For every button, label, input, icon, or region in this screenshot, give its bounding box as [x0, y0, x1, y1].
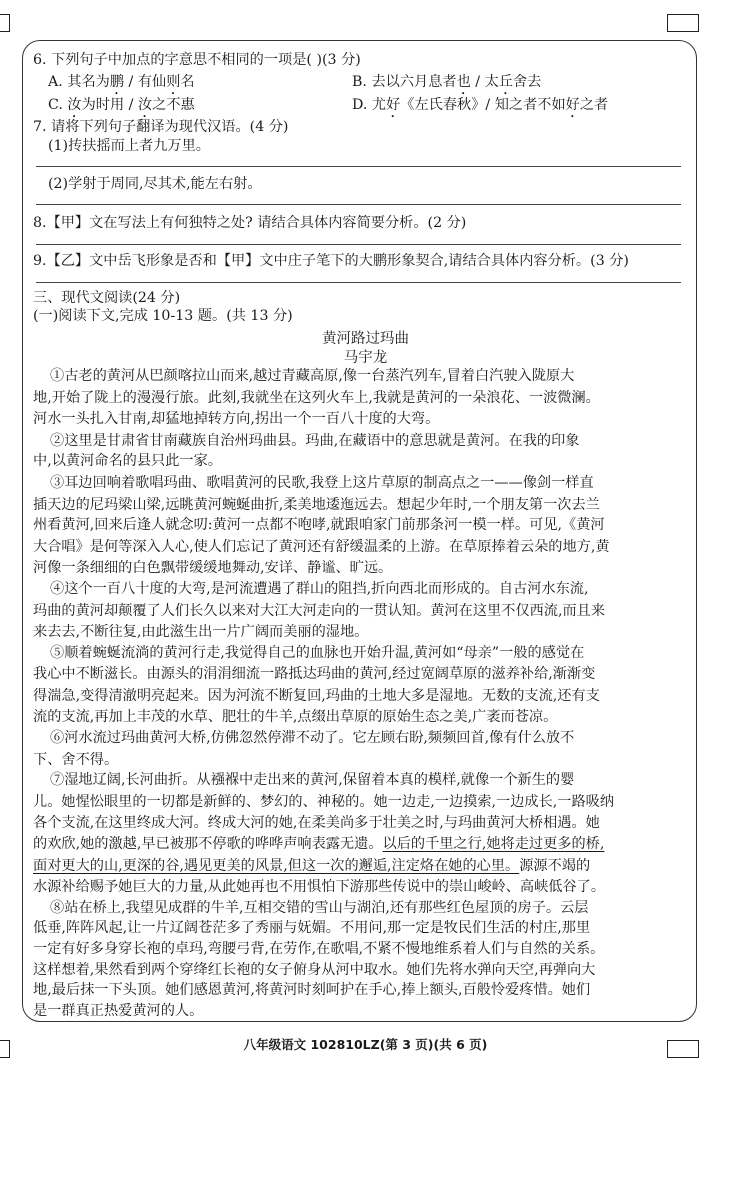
option-d-dotted-2: 好 [565, 96, 580, 113]
option-d-dotted-1: 好 [386, 96, 401, 113]
option-d-text-2: 《左氏春秋》/ 知之者不如 [400, 96, 566, 113]
paragraph-3-line-2: 插天边的尼玛梁山梁,远眺黄河蜿蜒曲折,柔美地逶迤远去。想起少年时,一个朋友第一次去兰 [33, 496, 600, 513]
underlined-sentence-part-2: 面对更大的山,更深的谷,遇见更美的风景,但这一次的邂逅,注定烙在她的心里。 [33, 857, 520, 874]
paragraph-5-line-1: ⑤顺着蜿蜒流淌的黄河行走,我觉得自己的血脉也开始升温,黄河如“母亲”一般的感觉在 [50, 644, 585, 661]
question-6-option-d [352, 95, 608, 121]
option-b-text-3: 舍去 [512, 74, 542, 91]
option-d-text-1: D. 尤 [352, 96, 387, 113]
paragraph-2-line-2: 中,以黄河命名的县只此一家。 [33, 453, 222, 470]
paragraph-2-line-1: ②这里是甘肃省甘南藏族自治州玛曲县。玛曲,在藏语中的意思就是黄河。在我的印象 [50, 432, 580, 449]
paragraph-5-line-2: 我心中不断滋长。由源头的涓涓细流一路抵达玛曲的黄河,经过宽阔草原的滋养补给,渐渐变 [33, 666, 596, 683]
option-b-text-1: B. 去以六月息者 [352, 74, 457, 91]
option-c-text-2: 为时用 / [81, 96, 138, 113]
page-footer: 八年级语文 102810LZ(第 3 页)(共 6 页) [243, 1036, 488, 1052]
paragraph-5-line-3: 得湍急,变得清澈明亮起来。因为河流不断复回,玛曲的土地大多是湿地。无数的支流,还有支 [33, 687, 600, 704]
underlined-sentence-part-1: 以后的千里之行,她将走过更多的桥, [382, 836, 605, 853]
paragraph-7-line-4-text: 的欢欣,她的激越,早已被那不停歌的哗哗声响表露无遗。 [33, 836, 383, 853]
question-8: 8.【甲】文在写法上有何独特之处? 请结合具体内容简要分析。(2 分) [33, 215, 467, 232]
section-3-heading: 三、现代文阅读(24 分) [33, 290, 181, 307]
question-7-stem: 7. 请将下列句子翻译为现代汉语。(4 分) [33, 119, 289, 136]
subsection-heading: (一)阅读下文,完成 10-13 题。(共 13 分) [33, 307, 293, 324]
paragraph-7-line-5-tail: 源源不竭的 [519, 857, 591, 874]
paragraph-7-line-5 [33, 856, 590, 876]
question-7-sentence-2: (2)学射于周同,尽其术,能左右射。 [48, 175, 262, 192]
paragraph-6-line-2: 下、舍不得。 [33, 751, 119, 768]
paragraph-8-line-5: 地,最后抹一下头顶。她们感恩黄河,将黄河时刻呵护在手心,捧上额头,百般怜爱疼惜。她们 [33, 982, 591, 999]
question-7-sentence-1: (1)抟扶摇而上者九万里。 [48, 138, 210, 155]
paragraph-8-line-1: ⑧站在桥上,我望见成群的牛羊,互相交错的雪山与湖泊,还有那些红色屋顶的房子。云层 [50, 899, 589, 916]
paragraph-7-line-6: 水源补给赐予她巨大的力量,从此她再也不用惧怕下游那些传说中的崇山峻岭、高峡低谷了。 [33, 879, 606, 896]
option-d-text-3: 之者 [579, 96, 609, 113]
paragraph-6-line-1: ⑥河水流过玛曲黄河大桥,仿佛忽然停滞不动了。它左顾右盼,频频回首,像有什么放不 [50, 730, 575, 747]
paragraph-8-line-3: 一定有好多身穿长袍的卓玛,弯腰弓背,在劳作,在歌唱,不紧不慢地维系着人们与自然的关系。 [33, 941, 605, 958]
paragraph-7-line-3: 各个支流,在这里终成大河。终成大河的她,在柔美尚多于壮美之时,与玛曲黄河大桥相遇。她 [33, 815, 600, 832]
answer-line-7-2[interactable] [36, 204, 681, 205]
option-a-text-2: / 有仙 [124, 74, 167, 91]
paragraph-7-line-1: ⑦湿地辽阔,长河曲折。从襁褓中走出来的黄河,保留着本真的模样,就像一个新生的婴 [50, 772, 575, 789]
answer-line-9[interactable] [36, 282, 681, 283]
option-c-text-1: C. [48, 96, 68, 113]
paragraph-1-line-2: 地,开始了陇上的漫漫行旅。此刻,我就坐在这列火车上,我就是黄河的一朵浪花、一波微澜。 [33, 389, 600, 406]
option-b-text-2: / 太 [470, 74, 499, 91]
option-c-dotted-2: 汝 [137, 96, 153, 113]
answer-line-7-1[interactable] [36, 166, 681, 167]
question-6-stem: 6. 下列句子中加点的字意思不相同的一项是( )(3 分) [33, 51, 361, 68]
paragraph-3-line-4: 大合唱》是何等深入人心,使人们忘记了黄河还有舒缓温柔的上游。在草原捧着云朵的地方,黄 [33, 538, 610, 555]
corner-mark-top-left [0, 14, 10, 32]
paragraph-5-line-4: 流的支流,再加上丰茂的水草、肥壮的牛羊,点缀出草原的原始生态之美,广袤而苍凉。 [33, 708, 558, 725]
option-c-dotted-1: 汝 [67, 96, 82, 113]
option-a-dotted-2: 则 [166, 74, 181, 91]
option-b-dotted-2: 丘 [498, 74, 513, 91]
paragraph-3-line-5: 河像一条细细的白色飘带缓缓地舞动,安详、静谧、旷远。 [33, 560, 393, 577]
paragraph-7-line-2: 儿。她惺忪眼里的一切都是新鲜的、梦幻的、神秘的。她一边走,一边摸索,一边成长,一路吸纳 [33, 793, 615, 810]
paragraph-8-line-6: 是一群真正热爱黄河的人。 [33, 1003, 204, 1020]
paragraph-4-line-1: ④这个一百八十度的大弯,是河流遭遇了群山的阻挡,折向西北而形成的。自古河水东流, [50, 580, 589, 597]
option-a-dotted-1: 鹏 [109, 74, 125, 91]
paragraph-1-line-1: ①古老的黄河从巴颜喀拉山而来,越过青藏高原,像一台蒸汽列车,冒着白汽驶入陇原大 [50, 368, 575, 384]
option-b-dotted-1: 也 [456, 74, 471, 91]
paragraph-3-line-1: ③耳边回响着歌唱玛曲、歌唱黄河的民歌,我登上这片草原的制高点之一——像剑一样直 [50, 474, 594, 491]
paragraph-1-line-3: 河水一头扎入甘南,却猛地掉转方向,拐出一个一百八十度的大弯。 [33, 411, 440, 428]
paragraph-8-line-4: 这样想着,果然看到两个穿绛红长袍的女子俯身从河中取水。她们先将水弹向天空,再弹向大 [33, 961, 596, 978]
article-title: 黄河路过玛曲 [322, 330, 409, 347]
corner-mark-top-right [667, 14, 699, 32]
paragraph-8-line-2: 低垂,阵阵风起,让一片辽阔苍茫多了秀丽与妩媚。不用问,那一定是牧民们生活的村庄,那里 [33, 920, 591, 937]
paragraph-7-line-4 [33, 834, 604, 854]
paragraph-3-line-3: 州看黄河,回来后逢人就念叨:黄河一点都不咆哮,就跟咱家门前那条河一模一样。可见,《黄河 [33, 517, 605, 534]
option-a-text-3: 名 [180, 74, 195, 91]
question-9: 9.【乙】文中岳飞形象是否和【甲】文中庄子笔下的大鹏形象契合,请结合具体内容分析。(3 分) [33, 252, 629, 269]
paragraph-4-line-2: 玛曲的黄河却颠覆了人们长久以来对大江大河走向的一贯认知。黄河在这里不仅西流,而且来 [33, 602, 606, 619]
option-a-text-1: A. 其名为 [48, 74, 110, 91]
article-author: 马宇龙 [343, 350, 388, 367]
paragraph-4-line-3: 来去去,不断往复,由此滋生出一片广阔而美丽的湿地。 [33, 624, 369, 641]
answer-line-8[interactable] [36, 244, 681, 245]
option-c-text-3: 之不惠 [152, 96, 195, 113]
